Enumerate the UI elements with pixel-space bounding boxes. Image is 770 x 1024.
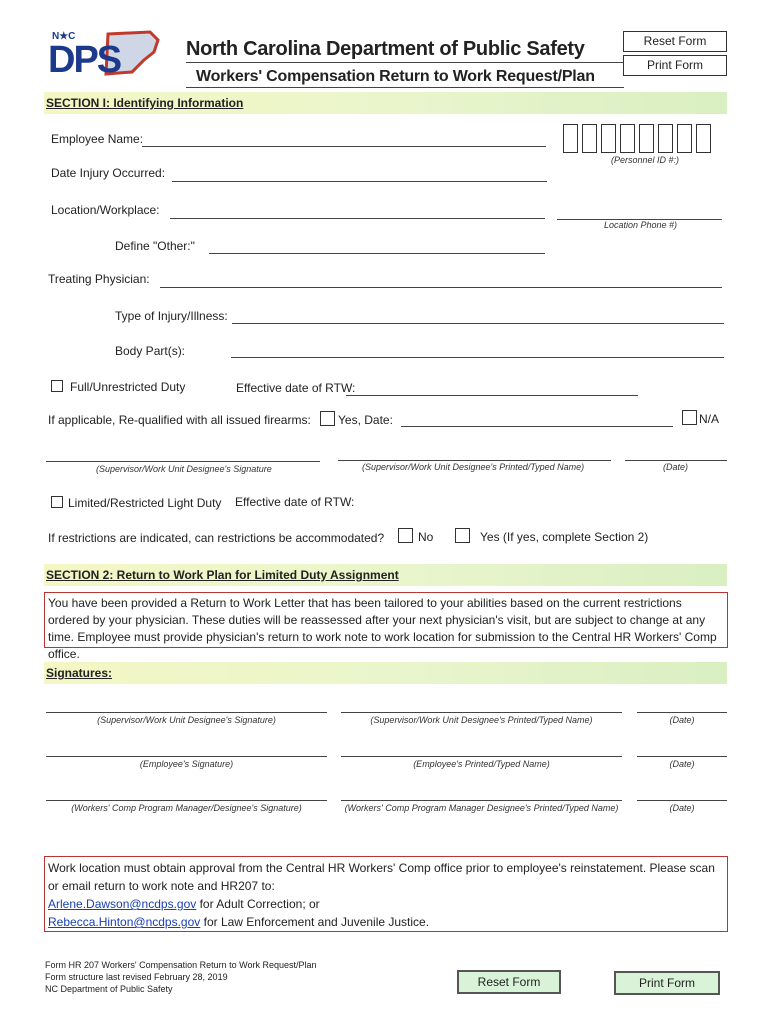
dps-logo xyxy=(46,30,161,85)
logo-dps-text: DPS xyxy=(48,39,121,81)
print-form-button-top[interactable]: Print Form xyxy=(623,55,727,76)
sup-date-caption: (Date) xyxy=(663,462,689,472)
na-checkbox[interactable] xyxy=(682,410,697,425)
sup-date-field[interactable] xyxy=(625,460,727,461)
approval-text: Work location must obtain approval from the Central HR Workers' Comp office prior to employee's reinstatement. Please scan or email return to work note and HR207 to: xyxy=(48,861,715,893)
date-field[interactable] xyxy=(637,712,727,713)
personnel-id-digit[interactable] xyxy=(620,124,635,153)
personnel-id-digit[interactable] xyxy=(601,124,616,153)
yes-date-checkbox[interactable] xyxy=(320,411,335,426)
personnel-id-digit[interactable] xyxy=(639,124,654,153)
employee-name-field[interactable] xyxy=(142,146,546,147)
approval-box xyxy=(44,856,728,932)
date-caption: (Date) xyxy=(669,715,695,725)
signature-field[interactable] xyxy=(46,800,327,801)
yes-date-label: Yes, Date: xyxy=(338,413,393,427)
reset-form-button-bottom[interactable]: Reset Form xyxy=(457,970,561,994)
sup-printed-caption: (Supervisor/Work Unit Designee's Printed/Typed Name) xyxy=(362,462,585,472)
sup-signature-field[interactable] xyxy=(46,461,320,462)
type-injury-label: Type of Injury/Illness: xyxy=(115,309,228,323)
personnel-id-digit[interactable] xyxy=(563,124,578,153)
email-link-adult-correction[interactable]: Arlene.Dawson@ncdps.gov xyxy=(48,897,197,911)
define-other-label: Define "Other:" xyxy=(115,239,195,253)
location-phone-caption: Location Phone #) xyxy=(604,220,678,230)
treating-physician-label: Treating Physician: xyxy=(48,272,150,286)
printed-name-field[interactable] xyxy=(341,712,622,713)
na-label: N/A xyxy=(699,412,720,426)
date-caption: (Date) xyxy=(669,759,695,769)
location-label: Location/Workplace: xyxy=(51,203,160,217)
personnel-id-digit[interactable] xyxy=(582,124,597,153)
signatures-heading: Signatures: xyxy=(44,662,727,684)
treating-physician-field[interactable] xyxy=(160,287,722,288)
sup-signature-caption: (Supervisor/Work Unit Designee's Signature xyxy=(96,464,272,474)
logo-nc-text: N★C xyxy=(52,31,76,42)
yes-complete-checkbox[interactable] xyxy=(455,528,470,543)
signature-field[interactable] xyxy=(46,712,327,713)
date-field[interactable] xyxy=(637,800,727,801)
section2-heading: SECTION 2: Return to Work Plan for Limited Duty Assignment xyxy=(44,564,727,586)
section2-notice: You have been provided a Return to Work Letter that has been tailored to your abilities based on the current restrictions ordered by your physician. These duties will be reassessed after your next physician's visit, but are subject to change at any time. Employee must provide physician's return to work note to work location for submission to the Central HR Workers' Comp office. xyxy=(44,592,728,648)
location-field[interactable] xyxy=(170,218,545,219)
effective-rtw-field[interactable] xyxy=(346,395,638,396)
date-caption: (Date) xyxy=(669,803,695,813)
page-subtitle: Workers' Compensation Return to Work Request/Plan xyxy=(196,68,595,85)
page-title: North Carolina Department of Public Safety xyxy=(186,38,585,60)
define-other-field[interactable] xyxy=(209,253,545,254)
personnel-id-digit[interactable] xyxy=(677,124,692,153)
reset-form-button-top[interactable]: Reset Form xyxy=(623,31,727,52)
effective-rtw2-label: Effective date of RTW: xyxy=(235,495,355,509)
full-duty-checkbox[interactable] xyxy=(51,380,63,392)
signature-caption: (Workers' Comp Program Manager/Designee's Signature) xyxy=(71,803,302,813)
signature-caption: (Employee's Signature) xyxy=(139,759,234,769)
limited-duty-label: Limited/Restricted Light Duty xyxy=(68,496,222,510)
printed-name-caption: (Supervisor/Work Unit Designee's Printed/Typed Name) xyxy=(370,715,593,725)
body-parts-field[interactable] xyxy=(231,357,724,358)
no-checkbox[interactable] xyxy=(398,528,413,543)
signature-caption: (Supervisor/Work Unit Designee's Signature) xyxy=(97,715,276,725)
personnel-id-digit[interactable] xyxy=(658,124,673,153)
personnel-id-caption: (Personnel ID #:) xyxy=(611,155,680,165)
printed-name-caption: (Workers' Comp Program Manager Designee's Printed/Typed Name) xyxy=(344,803,619,813)
yes-complete-label: Yes (If yes, complete Section 2) xyxy=(480,530,649,544)
email-link-law-enforcement[interactable]: Rebecca.Hinton@ncdps.gov xyxy=(48,915,201,929)
sup-printed-field[interactable] xyxy=(338,460,611,461)
requalified-label: If applicable, Re-qualified with all issued firearms: xyxy=(48,413,311,427)
restrictions-question: If restrictions are indicated, can restrictions be accommodated? xyxy=(48,531,385,545)
printed-name-field[interactable] xyxy=(341,800,622,801)
yes-date-field[interactable] xyxy=(401,426,673,427)
footer-info xyxy=(45,959,317,995)
footer-department: NC Department of Public Safety xyxy=(45,984,173,994)
limited-duty-checkbox[interactable] xyxy=(51,496,63,508)
date-field[interactable] xyxy=(637,756,727,757)
personnel-id-digit[interactable] xyxy=(696,124,711,153)
effective-rtw-label: Effective date of RTW: xyxy=(236,381,356,395)
subtitle-underline xyxy=(186,87,624,88)
footer-form-name: Form HR 207 Workers' Compensation Return to Work Request/Plan xyxy=(45,960,317,970)
printed-name-field[interactable] xyxy=(341,756,622,757)
date-injury-label: Date Injury Occurred: xyxy=(51,166,166,180)
employee-name-label: Employee Name: xyxy=(51,132,144,146)
printed-name-caption: (Employee's Printed/Typed Name) xyxy=(413,759,550,769)
full-duty-label: Full/Unrestricted Duty xyxy=(70,380,186,394)
section1-heading: SECTION I: Identifying Information xyxy=(44,92,727,114)
footer-revised: Form structure last revised February 28, 2019 xyxy=(45,972,228,982)
no-label: No xyxy=(418,530,434,544)
email2-suffix: for Law Enforcement and Juvenile Justice. xyxy=(200,915,430,929)
print-form-button-bottom[interactable]: Print Form xyxy=(614,971,720,995)
title-underline xyxy=(186,62,624,63)
body-parts-label: Body Part(s): xyxy=(115,344,186,358)
signature-field[interactable] xyxy=(46,756,327,757)
email1-suffix: for Adult Correction; or xyxy=(196,897,320,911)
type-injury-field[interactable] xyxy=(232,323,724,324)
date-injury-field[interactable] xyxy=(172,181,547,182)
